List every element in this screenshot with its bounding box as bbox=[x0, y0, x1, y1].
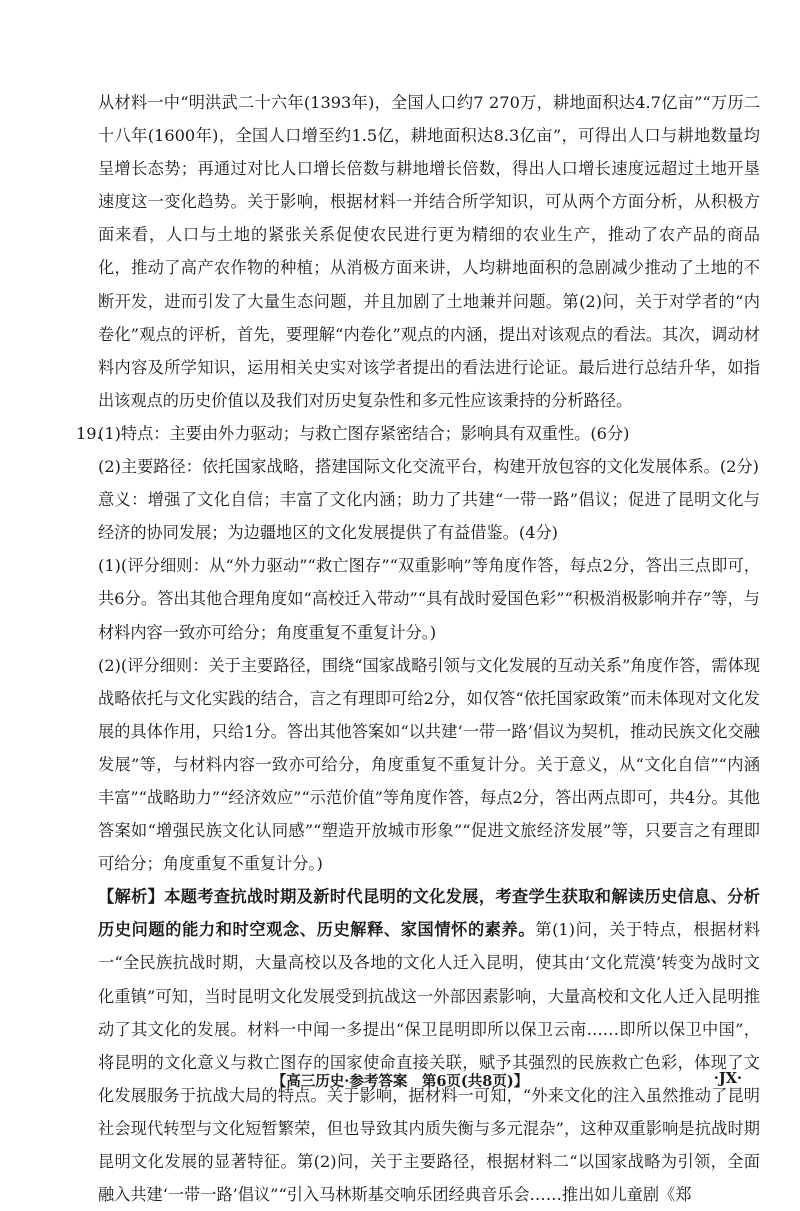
region-code: ·JX· bbox=[713, 1070, 742, 1087]
page-footer: 【高三历史·参考答案 第6页(共8页)】 bbox=[271, 1073, 529, 1090]
question-number: 19. bbox=[76, 423, 102, 443]
q19-part2-meaning: 意义：增强了文化自信；丰富了文化内涵；助力了共建“一带一路”倡议；促进了昆明文化与经济的协同发展；为边疆地区的文化发展提供了有益借鉴。(4分) bbox=[98, 490, 760, 543]
analysis-section bbox=[98, 880, 760, 1211]
q19-block bbox=[76, 417, 760, 450]
answer-content bbox=[76, 86, 761, 1211]
scoring-rubric-2: (2)(评分细则：关于主要路径，围绕“国家战略引领与文化发展的互动关系”角度作答，需体现战略依托与文化实践的结合，言之有理即可给2分，如仅答“依托国家政策”而未体现对文化发展的具体作用，只给1分。答出其他答案如“以共建‘一带一路’倡议为契机，推动民族文化交融发展”等，与材料内容一致亦可给分，角度重复不重复计分。关于意义，从“文化自信”“内涵丰富”“战略助力”“经济效应”“示范价值”等角度作答，每点2分，答出两点即可，共4分。其他答案如“增强民族文化认同感”“塑造开放城市形象”“促进文旅经济发展”等，只要言之有理即可给分；角度重复不重复计分。) bbox=[98, 655, 760, 874]
scoring-rubric-1: (1)(评分细则：从“外力驱动”“救亡图存”“双重影响”等角度作答，每点2分，答出三点即可，共6分。答出其他合理角度如“高校迁入带动”“具有战时爱国色彩”“积极消极影响并存”等，与材料内容一致亦可给分；角度重复不重复计分。) bbox=[98, 556, 760, 642]
analysis-lead: 【解析】本题考查抗战时期及新时代昆明的文化发展，考查学生获取和解读历史信息、分析历史问题的能力和时空观念、历史解释、家国情怀的素养。 bbox=[98, 887, 760, 940]
q18-analysis-continued: 从材料一中“明洪武二十六年(1393年)，全国人口约7 270万，耕地面积达4.7亿亩”“万历二十八年(1600年)，全国人口增至约1.5亿，耕地面积达8.3亿亩”，可得出人口与耕地数量均呈增长态势；再通过对比人口增长倍数与耕地增长倍数，得出人口增长速度远超过土地开垦速度这一变化趋势。关于影响，根据材料一并结合所学知识，可从两个方面分析，从积极方面来看，人口与土地的紧张关系促使农民进行更为精细的农业生产，推动了农产品的商品化，推动了高产农作物的种植；从消极方面来讲，人均耕地面积的急剧减少推动了土地的不断开发，进而引发了大量生态问题，并且加剧了土地兼并问题。第(2)问，关于对学者的“内卷化”观点的评析，首先，要理解“内卷化”观点的内涵，提出对该观点的看法。其次，调动材料内容及所学知识，运用相关史实对该学者提出的看法进行论证。最后进行总结升华，如指出该观点的历史价值以及我们对历史复杂性和多元性应该秉持的分析路径。 bbox=[98, 93, 760, 410]
analysis-body: 第(1)问，关于特点，根据材料一“全民族抗战时期，大量高校以及各地的文化人迁入昆明，使其由‘文化荒漠’转变为战时文化重镇”可知，当时昆明文化发展受到抗战这一外部因素影响，大量高校和文化人迁入昆明推动了其文化的发展。材料一中闻一多提出“保卫昆明即所以保卫云南……即所以保卫中国”，将昆明的文化意义与救亡图存的国家使命直接关联，赋予其强烈的民族救亡色彩，体现了文化发展服务于抗战大局的特点。关于影响，据材料一可知，“外来文化的注入虽然推动了昆明社会现代转型与文化短暂繁荣，但也导致其内质失衡与多元混杂”，这种双重影响是抗战时期昆明文化发展的显著特征。第(2)问，关于主要路径，根据材料二“以国家战略为引领，全面融入共建‘一带一路’倡议”“引入马林斯基交响乐团经典音乐会……推出如儿童剧《郑 bbox=[98, 920, 761, 1205]
q19-part1-answer: (1)特点：主要由外力驱动；与救亡图存紧密结合；影响具有双重性。(6分) bbox=[98, 423, 630, 443]
q19-part2-answer: (2)主要路径：依托国家战略，搭建国际文化交流平台，构建开放包容的文化发展体系。(2分) bbox=[98, 457, 759, 477]
